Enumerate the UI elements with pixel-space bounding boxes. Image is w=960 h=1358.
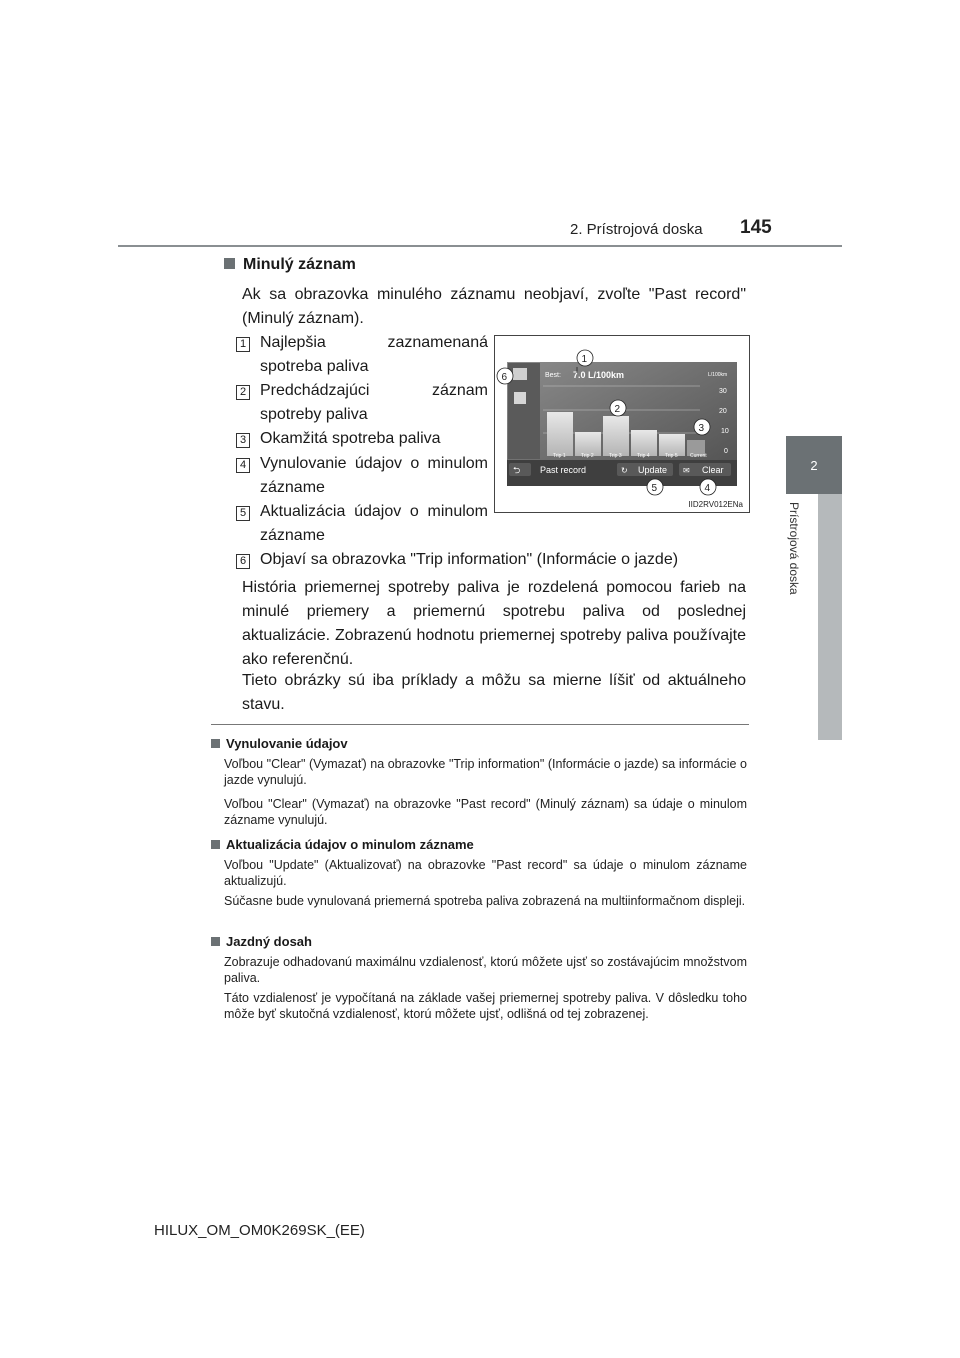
square-bullet-icon (211, 937, 220, 946)
trip-label-2: Trip 2 (581, 453, 594, 459)
note-range-text-2: Táto vzdialenosť je vypočítaná na základe vašej priemernej spotreby paliva. V dôsledku toho môže byť skutočná vzdialenosť, ktorú môžete ujsť, odlišná od tej zobrazenej. (224, 991, 747, 1021)
note-update-text-2: Súčasne bude vynulovaná priemerná spotreba paliva zobrazená na multiinformačnom displeji. (224, 894, 746, 908)
svg-text:1: 1 (581, 354, 588, 365)
item-current-consumption: Okamžitá spotreba paliva (260, 430, 441, 447)
trip-label-1: Trip 1 (553, 453, 566, 459)
chapter-tab-bar (818, 494, 842, 740)
y-tick-10: 10 (721, 428, 729, 435)
item-clear-record: Vynulovanie údajov o minulom zázname (260, 455, 488, 496)
callout-number-1: 1 (236, 337, 250, 352)
clear-icon: ✉ (683, 466, 690, 475)
y-tick-0: 0 (724, 448, 728, 455)
callout-number-5: 5 (236, 506, 250, 521)
update-button-label: Update (638, 465, 668, 475)
document-code-footer: HILUX_OM_OM0K269SK_(EE) (154, 1222, 365, 1239)
history-paragraph: História priemernej spotreby paliva je rozdelená pomocou farieb na minulé priemery a priemernú spotrebu paliva od poslednej aktualizácie. Zobrazenú hodnotu priemernej spotreby paliva používajte ako referenčnú. (242, 579, 746, 668)
trip-label-4: Trip 4 (637, 453, 650, 459)
item-best-record: Najlepšia zaznamenaná spotreba paliva (260, 334, 488, 375)
callout-number-2: 2 (236, 385, 250, 400)
note-update-text-1: Voľbou "Update" (Aktualizovať) na obrazovke "Past record" sa údaje o minulom zázname aktualizujú. (224, 858, 747, 888)
trip-label-3: Trip 3 (609, 453, 622, 459)
back-arrow-icon: ⮌ (513, 465, 521, 475)
callout-number-4: 4 (236, 458, 250, 473)
bar-trip-1 (547, 412, 573, 456)
svg-text:5: 5 (651, 483, 658, 494)
past-record-screen-figure (494, 335, 750, 513)
chapter-tab: 2 (786, 436, 842, 494)
header-divider (118, 245, 842, 247)
svg-text:4: 4 (704, 483, 711, 494)
note-reset-text-2: Voľbou "Clear" (Vymazať) na obrazovke "Past record" (Minulý záznam) sa údaje o minulom zázname vynulujú. (224, 797, 747, 827)
section-title: Minulý záznam (224, 256, 356, 274)
best-label: Best: (545, 372, 561, 379)
note-reset-text-1: Voľbou "Clear" (Vymazať) na obrazovke "Trip information" (Informácie o jazde) sa informácie o jazde vynulujú. (224, 757, 747, 787)
note-title-range: Jazdný dosah (211, 934, 312, 949)
square-bullet-icon (211, 739, 220, 748)
best-value: 7.0 L/100km (573, 370, 625, 380)
intro-paragraph: Ak sa obrazovka minulého záznamu neobjaví, zvoľte "Past record" (Minulý záznam). (242, 286, 746, 327)
page-number: 145 (740, 217, 772, 238)
square-bullet-icon (224, 258, 235, 269)
callout-number-3: 3 (236, 433, 250, 448)
note-title-reset: Vynulovanie údajov (211, 736, 348, 751)
past-record-button[interactable]: Past record (540, 465, 587, 475)
item-previous-record: Predchádzajúci záznam spotreby paliva (260, 382, 488, 423)
update-icon: ↻ (621, 466, 628, 475)
trip-label-current: Current (690, 453, 707, 459)
chapter-side-label: Prístrojová doska (787, 502, 801, 595)
callout-number-6: 6 (236, 554, 250, 569)
unit-label: L/100km (708, 372, 728, 378)
disclaimer-paragraph: Tieto obrázky sú iba príklady a môžu sa mierne líšiť od aktuálneho stavu. (242, 672, 746, 713)
note-title-update: Aktualizácia údajov o minulom zázname (211, 837, 474, 852)
past-record-screen-illustration (495, 336, 751, 514)
y-tick-20: 20 (719, 408, 727, 415)
note-range-text-1: Zobrazuje odhadovanú maximálnu vzdialenosť, ktorú môžete ujsť so zostávajúcim množstvom paliva. (224, 955, 747, 985)
fuel-icon (514, 392, 526, 404)
bar-trip-3 (603, 416, 629, 456)
trip-info-icon (513, 368, 527, 380)
square-bullet-icon (211, 840, 220, 849)
svg-text:3: 3 (698, 423, 705, 434)
clear-button-label: Clear (702, 465, 724, 475)
item-update-record: Aktualizácia údajov o minulom zázname (260, 503, 488, 544)
header-section-title: 2. Prístrojová doska (570, 221, 703, 238)
svg-text:6: 6 (501, 372, 508, 383)
item-trip-info-screen: Objaví sa obrazovka "Trip information" (Informácie o jazde) (260, 551, 679, 568)
notes-divider (211, 724, 749, 725)
figure-id: IID2RV012ENa (688, 500, 743, 509)
trip-label-5: Trip 5 (665, 453, 678, 459)
svg-text:2: 2 (614, 404, 621, 415)
y-tick-30: 30 (719, 388, 727, 395)
